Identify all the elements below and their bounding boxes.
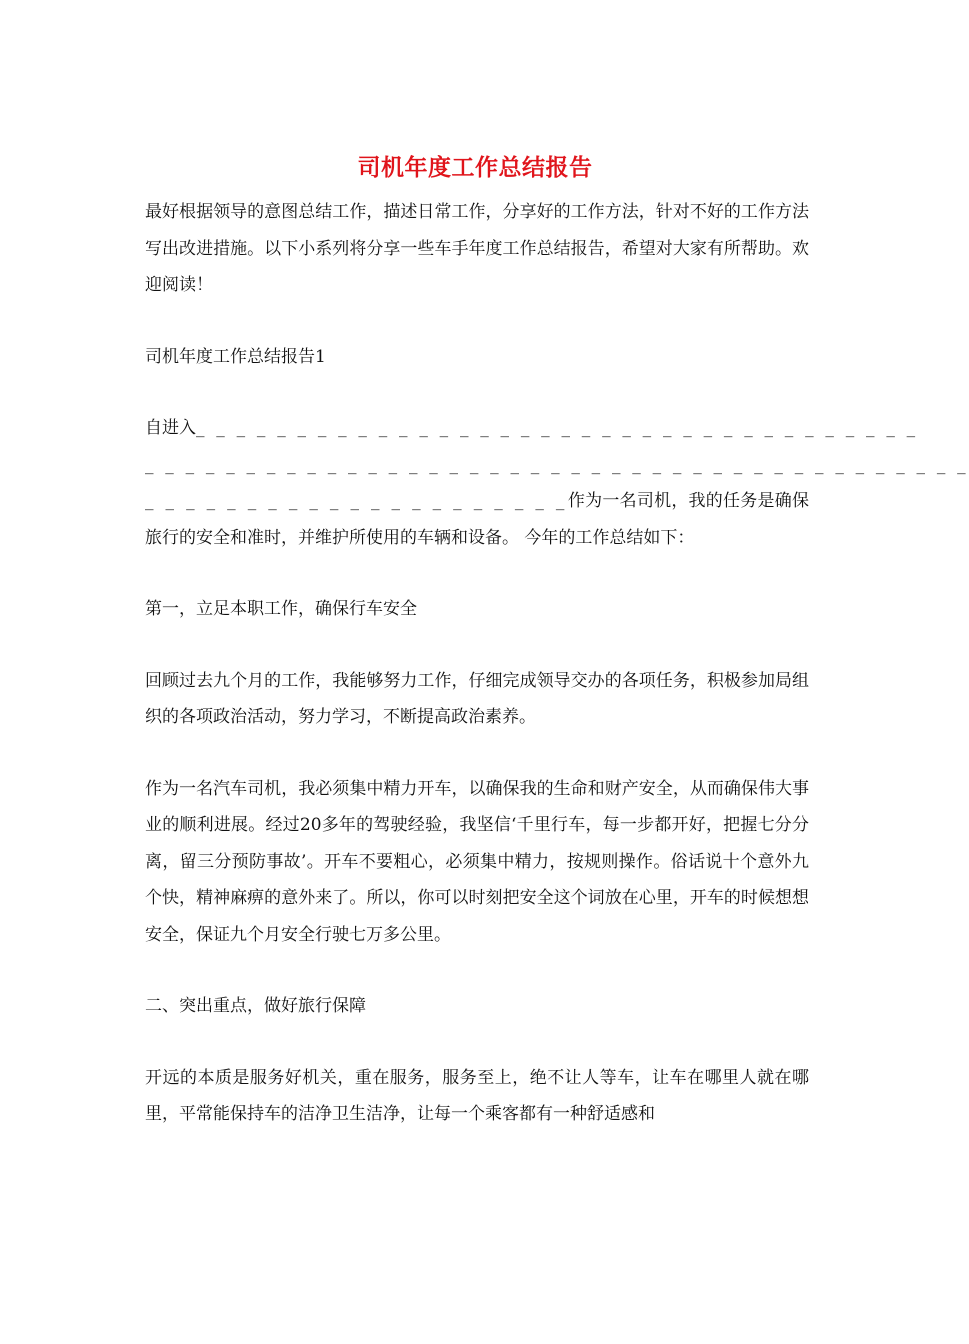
fill-in-line-3 [145, 491, 809, 548]
section-1-paragraph-1: 回顾过去九个月的工作，我能够努力工作，仔细完成领导交办的各项任务，积极参加局组织的各项政治活动，努力学习，不断提高政治素养。 [145, 670, 809, 727]
intro-paragraph: 最好根据领导的意图总结工作，描述日常工作，分享好的工作方法，针对不好的工作方法写出改进措施。以下小系列将分享一些车手年度工作总结报告，希望对大家有所帮助。欢迎阅读！ [145, 202, 809, 295]
report-subtitle: 司机年度工作总结报告1 [145, 346, 326, 367]
section-1-heading: 第一，立足本职工作，确保行车安全 [145, 599, 417, 619]
document-title: 司机年度工作总结报告 [357, 154, 593, 181]
fill-in-line-1 [145, 410, 919, 447]
fill-in-prefix: 自进入 [145, 418, 196, 438]
fill-in-paragraph [145, 410, 969, 556]
blank-underline-2: _ _ _ _ _ _ _ _ _ _ _ _ _ _ _ _ _ _ _ _ _ _ _ _ _ _ _ _ _ _ _ _ _ _ _ _ _ _ _ _ _ [145, 454, 969, 475]
blank-underline-1: _ _ _ _ _ _ _ _ _ _ _ _ _ _ _ _ _ _ _ _ _ _ _ _ _ _ _ _ _ _ _ _ _ _ _ _ [196, 418, 919, 438]
blank-underline-3: _ _ _ _ _ _ _ _ _ _ _ _ _ _ _ _ _ _ _ _ _ [145, 491, 568, 511]
document-body [145, 194, 969, 1168]
section-1-paragraph-2: 作为一名汽车司机，我必须集中精力开车，以确保我的生命和财产安全，从而确保伟大事业的顺利进展。经过20多年的驾驶经验，我坚信‘千里行车，每一步都开好，把握七分分离，留三分预防事故’。开车不要粗心，必须集中精力，按规则操作。俗话说十个意外九个快，精神麻痹的意外来了。所以，你可以时刻把安全这个词放在心里，开车的时候想想安全，保证九个月安全行驶七万多公里。 [145, 778, 809, 945]
section-2-heading: 二、突出重点，做好旅行保障 [145, 996, 366, 1016]
fill-in-suffix: 作为一名司机，我的任务是确保旅行的安全和准时，并维护所使用的车辆和设备。 今年的工作总结如下： [145, 491, 810, 548]
section-2-paragraph-1: 开远的本质是服务好机关，重在服务，服务至上，绝不让人等车，让车在哪里人就在哪里，平常能保持车的洁净卫生洁净，让每一个乘客都有一种舒适感和 [145, 1067, 809, 1124]
